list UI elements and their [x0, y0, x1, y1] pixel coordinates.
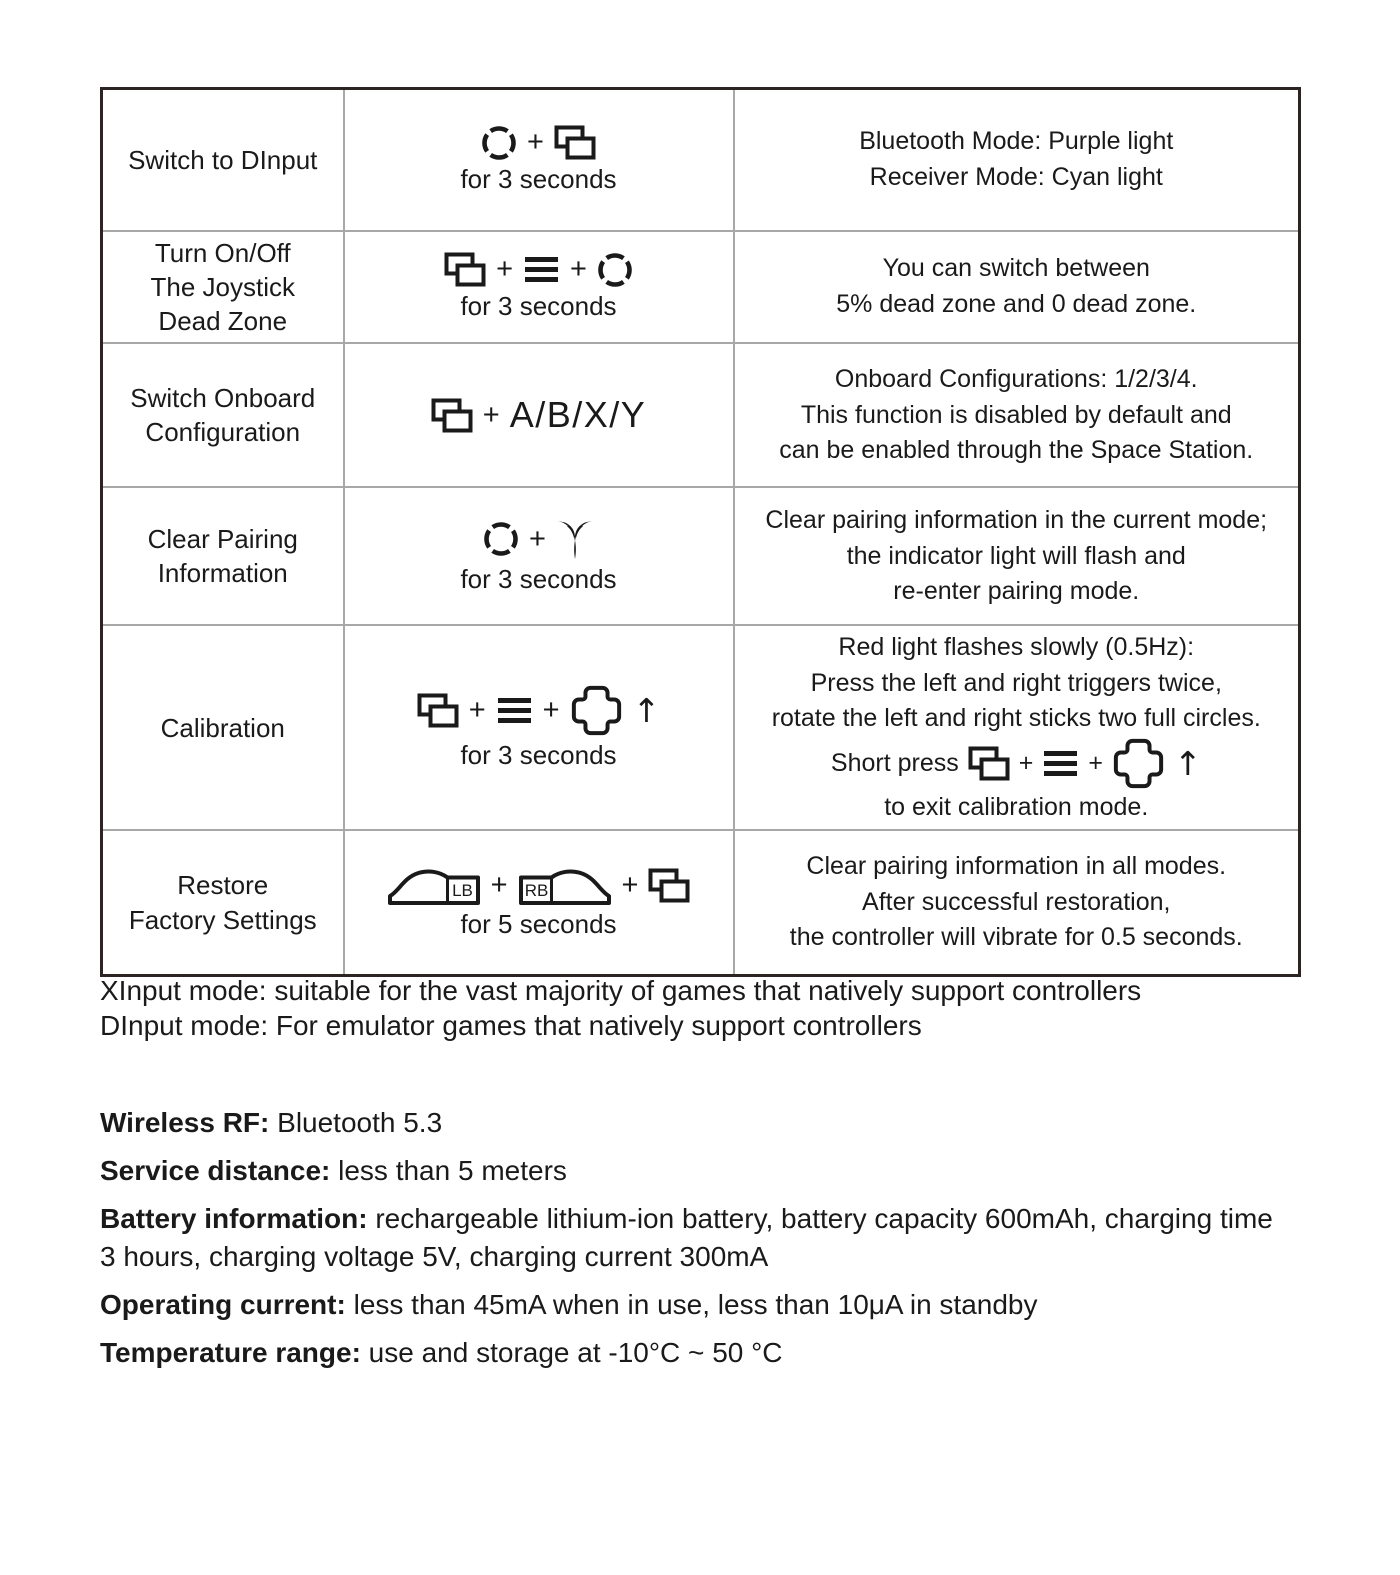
view-button-icon [648, 868, 690, 903]
hold-duration: for 3 seconds [460, 740, 617, 771]
controller-functions-table [100, 87, 1301, 977]
combo-text: 5% dead zone and 0 dead zone. [836, 289, 1197, 318]
function-line: Information [157, 558, 288, 589]
spec-item [100, 1200, 1285, 1276]
combo-text: the indicator light will flash and [846, 541, 1186, 570]
description-line [741, 574, 1293, 610]
combo-text: Short press [830, 748, 959, 777]
dpad-icon [570, 684, 623, 737]
combo-text: After successful restoration, [862, 887, 1171, 916]
menu-button-icon [496, 696, 533, 725]
spec-label: Wireless RF: [100, 1107, 270, 1138]
spec-value: less than 5 meters [330, 1155, 567, 1186]
button-combo [351, 866, 727, 906]
description-line [741, 287, 1293, 323]
flydigi-logo-icon [556, 517, 594, 561]
combo-text: Press the left and right triggers twice, [810, 668, 1222, 697]
function-line: Switch Onboard [130, 383, 316, 414]
table-row [102, 487, 1300, 625]
spec-label: Service distance: [100, 1155, 331, 1186]
combo-text: the controller will vibrate for 0.5 seconds. [789, 923, 1243, 952]
button-combo [351, 125, 727, 161]
function-line: Dead Zone [158, 306, 288, 337]
description-line [741, 124, 1293, 160]
description-line [741, 251, 1293, 287]
function-line: The Joystick [150, 271, 295, 302]
button-combo-cell [344, 231, 734, 344]
description-cell [734, 89, 1300, 231]
specifications-list [100, 1104, 1285, 1382]
description-cell [734, 830, 1300, 975]
svg-text:LB: LB [451, 880, 473, 900]
function-line: Switch to DInput [128, 144, 318, 175]
up-arrow-icon: ↑ [632, 691, 661, 731]
combo-text: to exit calibration mode. [884, 792, 1149, 821]
button-combo-cell [344, 343, 734, 487]
table-row [102, 625, 1300, 830]
spec-item [100, 1104, 1285, 1142]
button-combo [351, 684, 727, 737]
combo-text: + [1088, 748, 1103, 777]
combo-text: Onboard Configurations: 1/2/3/4. [834, 365, 1198, 394]
description-line [741, 849, 1293, 885]
hold-duration: for 3 seconds [460, 564, 617, 595]
function-cell [102, 487, 344, 625]
description-line [741, 160, 1293, 196]
table-row [102, 343, 1300, 487]
combo-text: + [542, 694, 560, 727]
spec-item [100, 1286, 1285, 1324]
combo-text: + [482, 398, 500, 431]
view-button-icon [417, 693, 459, 728]
description-cell [734, 231, 1300, 344]
description-line [741, 630, 1293, 666]
function-cell [102, 343, 344, 487]
lb-bumper-icon [387, 866, 481, 906]
view-button-icon [554, 125, 596, 160]
button-combo-cell [344, 625, 734, 830]
combo-text: This function is disabled by default and [800, 400, 1232, 429]
spec-value: rechargeable lithium-ion battery, battery capacity 600mAh, charging time 3 hours, charging voltage 5V, charging current 300mA [100, 1203, 1273, 1272]
button-combo [351, 394, 727, 436]
spec-item [100, 1334, 1285, 1372]
combo-text: + [490, 869, 508, 902]
function-cell [102, 830, 344, 975]
dinput-mode-note: DInput mode: For emulator games that natively support controllers [100, 1010, 922, 1041]
mode-notes [100, 973, 1300, 1043]
description-line [741, 790, 1293, 826]
description-cell [734, 625, 1300, 830]
button-combo [351, 517, 727, 561]
combo-text: + [527, 126, 544, 159]
description-cell [734, 343, 1300, 487]
function-line: Configuration [145, 417, 301, 448]
menu-button-icon [1042, 749, 1079, 778]
function-cell [102, 231, 344, 344]
combo-text: + [468, 694, 486, 727]
function-cell [102, 625, 344, 830]
combo-text: + [496, 253, 513, 286]
dpad-icon [1112, 737, 1165, 790]
description-cell [734, 487, 1300, 625]
spec-label: Temperature range: [100, 1337, 361, 1368]
combo-text: + [570, 253, 587, 286]
xinput-mode-note: XInput mode: suitable for the vast majority of games that natively support controllers [100, 975, 1142, 1006]
spec-label: Operating current: [100, 1289, 346, 1320]
description-line [741, 433, 1293, 469]
combo-text: Receiver Mode: Cyan light [869, 162, 1163, 191]
home-button-icon [483, 521, 519, 557]
combo-text: Clear pairing information in all modes. [806, 852, 1227, 881]
menu-button-icon [523, 255, 560, 284]
combo-text: can be enabled through the Space Station. [779, 436, 1254, 465]
description-line [741, 666, 1293, 702]
view-button-icon [444, 252, 486, 287]
home-button-icon [597, 252, 633, 288]
up-arrow-icon: ↑ [1173, 743, 1202, 783]
description-line [741, 920, 1293, 956]
spec-label: Battery information: [100, 1203, 368, 1234]
combo-text: re-enter pairing mode. [893, 577, 1140, 606]
description-line [741, 503, 1293, 539]
function-line: Factory Settings [128, 904, 317, 935]
function-line: Clear Pairing [147, 524, 298, 555]
function-cell [102, 89, 344, 231]
description-line [741, 701, 1293, 737]
hold-duration: for 3 seconds [460, 290, 617, 321]
hold-duration: for 5 seconds [460, 908, 617, 939]
description-line [741, 885, 1293, 921]
description-line [741, 362, 1293, 398]
table-row [102, 231, 1300, 344]
rb-bumper-icon [518, 866, 612, 906]
svg-text:RB: RB [524, 880, 548, 900]
spec-value: less than 45mA when in use, less than 10μA in standby [345, 1289, 1038, 1320]
description-line [741, 539, 1293, 575]
spec-value: Bluetooth 5.3 [269, 1107, 443, 1138]
face-buttons-label: A/B/X/Y [509, 394, 647, 436]
combo-text: + [1018, 748, 1034, 777]
combo-text: Clear pairing information in the current mode; [765, 506, 1268, 535]
combo-text: You can switch between [882, 254, 1150, 283]
description-line [741, 737, 1293, 790]
button-combo-cell [344, 487, 734, 625]
combo-text: + [529, 522, 546, 555]
button-combo-cell [344, 830, 734, 975]
function-line: Calibration [160, 712, 285, 743]
button-combo-cell [344, 89, 734, 231]
spec-item [100, 1152, 1285, 1190]
function-line: Turn On/Off [154, 237, 291, 268]
table-row [102, 830, 1300, 975]
view-button-icon [431, 398, 473, 433]
hold-duration: for 3 seconds [460, 163, 617, 194]
table-row [102, 89, 1300, 231]
combo-text: + [621, 869, 639, 902]
description-line [741, 398, 1293, 434]
spec-value: use and storage at -10°C ~ 50 °C [360, 1337, 783, 1368]
combo-text: Bluetooth Mode: Purple light [859, 127, 1174, 156]
combo-text: rotate the left and right sticks two full circles. [771, 704, 1261, 733]
button-combo [351, 252, 727, 288]
home-button-icon [481, 125, 517, 161]
combo-text: Red light flashes slowly (0.5Hz): [838, 633, 1195, 662]
view-button-icon [968, 746, 1010, 781]
function-line: Restore [177, 870, 269, 901]
